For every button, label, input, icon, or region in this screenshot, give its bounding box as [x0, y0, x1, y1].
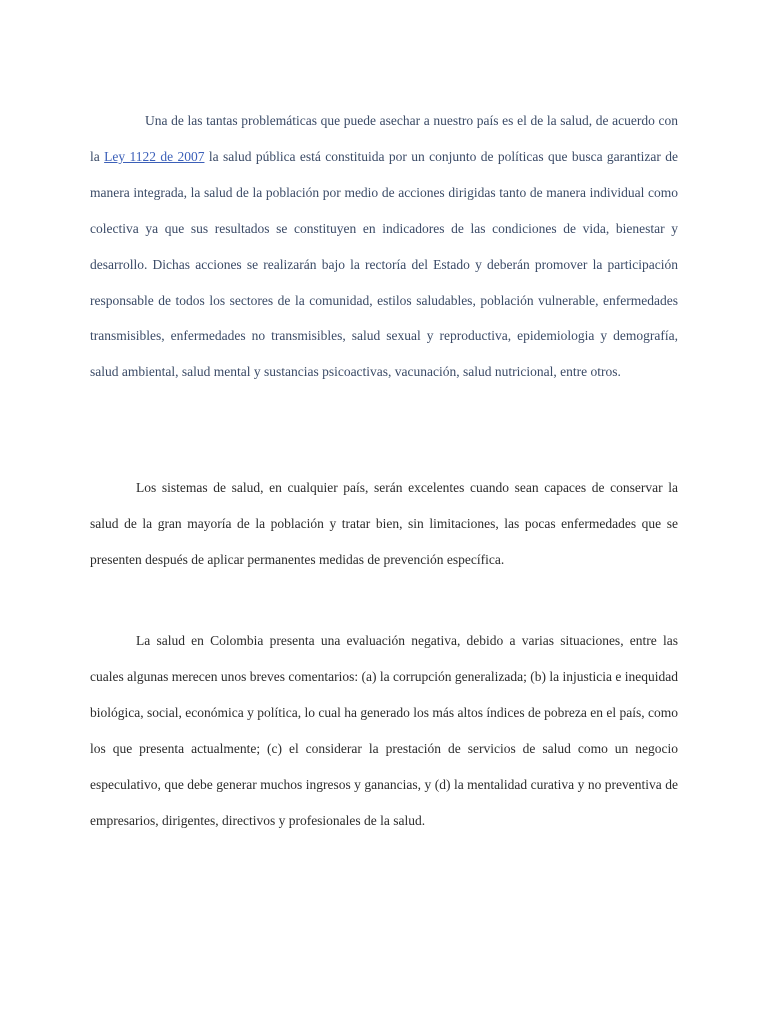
- paragraph-intro-text-start: Una de las tantas problemáticas que puede asechar a nuestro país es el de la salud, de acuerdo con la: [90, 113, 678, 164]
- paragraph-colombia-health: La salud en Colombia presenta una evaluación negativa, debido a varias situaciones, entre las cuales algunas merecen unos breves comentarios: (a) la corrupción generalizada; (b) la injusticia e inequidad biológica, social, económica y política, lo cual ha generado los más altos índices de pobreza en el país, como los que presenta actualmente; (c) el considerar la prestación de servicios de salud como un negocio especulativo, que debe generar muchos ingresos y ganancias, y (d) la mentalidad curativa y no preventiva de empresarios, dirigentes, directivos y profesionales de la salud.: [90, 633, 678, 828]
- paragraph-health-systems: Los sistemas de salud, en cualquier país, serán excelentes cuando sean capaces de conservar la salud de la gran mayoría de la población y tratar bien, sin limitaciones, las pocas enfermedades que se presenten después de aplicar permanentes medidas de prevención específica.: [90, 480, 678, 567]
- law-link[interactable]: Ley 1122 de 2007: [104, 148, 205, 164]
- paragraph-intro: [90, 103, 678, 390]
- paragraph-intro-text-end: la salud pública está constituida por un conjunto de políticas que busca garantizar de manera integrada, la salud de la población por medio de acciones dirigidas tanto de manera individual como colectiva ya que sus resultados se constituyen en indicadores de las condiciones de vida, bienestar y desarrollo. Dichas acciones se realizarán bajo la rectoría del Estado y deberán promover la participación responsable de todos los sectores de la comunidad, estilos saludables, población vulnerable, enfermedades transmisibles, enfermedades no transmisibles, salud sexual y reproductiva, epidemiologia y demografía, salud ambiental, salud mental y sustancias psicoactivas, vacunación, salud nutricional, entre otros.: [90, 148, 679, 380]
